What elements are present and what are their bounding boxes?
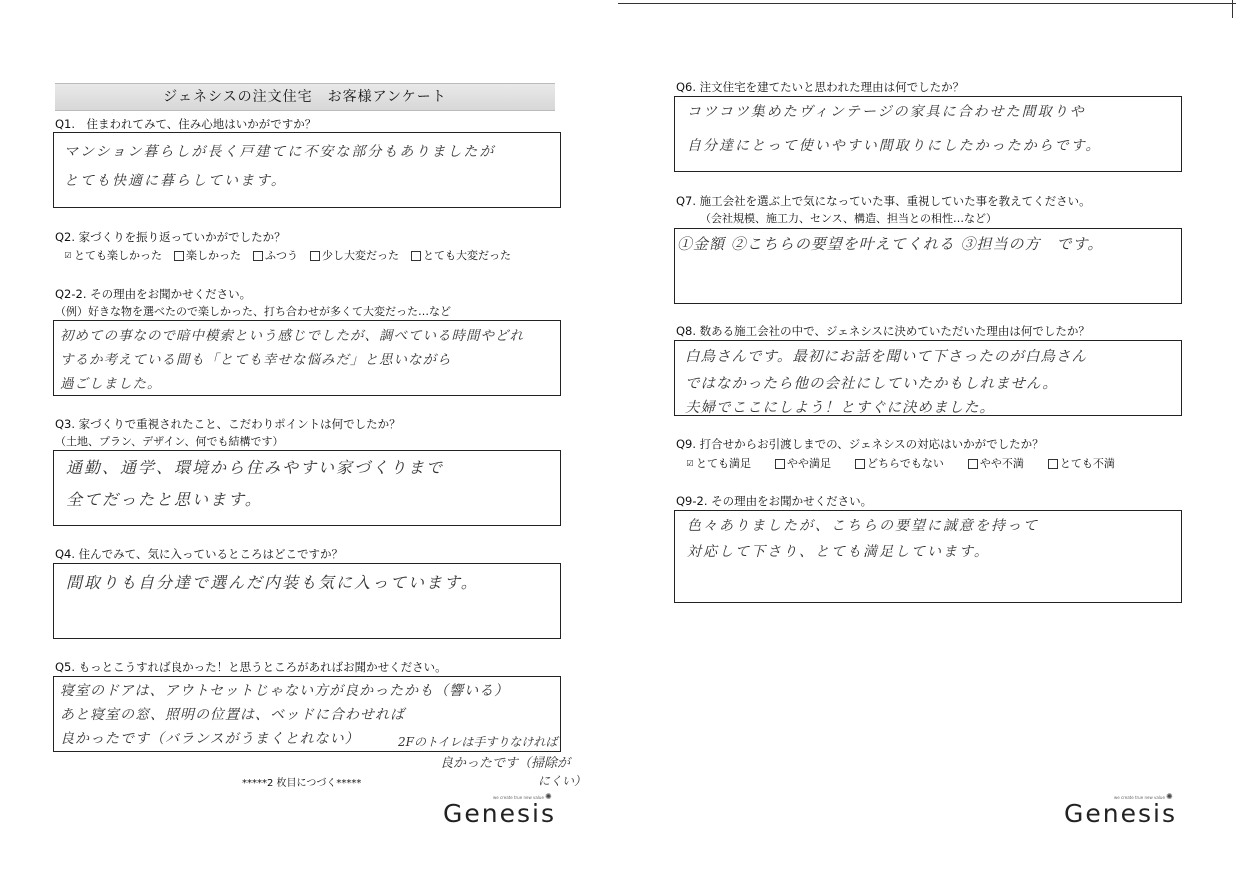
q6-question: Q6. 注文住宅を建てたいと思われた理由は何でしたか？ [676, 80, 965, 94]
q7-hint: （会社規模、施工力、センス、構造、担当との相性…など） [700, 212, 997, 225]
checkbox-checked-icon[interactable]: ☑ [686, 458, 694, 468]
checkbox-icon[interactable] [411, 251, 421, 261]
checkbox-icon[interactable] [968, 459, 978, 469]
q2-question: Q2. 家づくりを振り返っていかがでしたか？ [55, 230, 286, 244]
q7-answer-box [674, 228, 1182, 304]
genesis-logo [1064, 792, 1184, 828]
q9-2-answer-line: 色々ありましたが、こちらの要望に誠意を持って [687, 518, 1039, 534]
checkbox-icon[interactable] [1048, 459, 1058, 469]
q2-2-answer-box [53, 320, 561, 396]
q9-option[interactable] [686, 456, 751, 471]
checkbox-icon[interactable] [855, 459, 865, 469]
q2-2-answer-line: 過ごしました。 [60, 376, 162, 392]
q2-option-label: 楽しかった [186, 249, 241, 262]
q9-option-label: どちらでもない [867, 457, 944, 470]
q5-answer-line: 寝室のドアは、アウトセットじゃない方が良かったかも（響いる） [60, 683, 510, 699]
sun-icon: ✺ [545, 792, 552, 801]
q2-option[interactable] [253, 248, 298, 263]
q9-option[interactable] [775, 456, 831, 471]
continue-note: *****2 枚目につづく***** [242, 778, 362, 789]
q2-options [64, 248, 523, 263]
q9-option-label: とても満足 [696, 457, 751, 470]
q3-hint: （土地、プラン、デザイン、何でも結構です） [55, 435, 284, 448]
q5-overflow-line: 2Fのトイレは手すりなければ [398, 735, 558, 749]
q4-answer-box [53, 563, 561, 639]
q9-2-answer-line: 対応して下さり、とても満足しています。 [687, 544, 990, 560]
checkbox-icon[interactable] [310, 251, 320, 261]
q2-option[interactable] [411, 248, 511, 263]
q7-question: Q7. 施工会社を選ぶ上で気になっていた事、重視していた事を教えてください。 [676, 194, 1091, 208]
q9-option-label: やや不満 [979, 457, 1024, 470]
q4-question: Q4. 住んでみて、気に入っているところはどこですか？ [55, 547, 343, 561]
logo-tagline: we create true new value [1114, 795, 1165, 800]
q1-answer-line: マンション暮らしが長く戸建てに不安な部分もありましたが [64, 144, 496, 160]
q6-answer-line: 自分達にとって使いやすい間取りにしたかったからです。 [687, 138, 1102, 154]
q3-answer-line: 通勤、通学、環境から住みやすい家づくりまで [66, 458, 445, 477]
q2-option-label: とても大変だった [423, 249, 511, 262]
q9-option[interactable] [968, 456, 1024, 471]
checkbox-checked-icon[interactable]: ☑ [64, 250, 72, 260]
logo-text: Genesis [443, 799, 556, 828]
q8-question: Q8. 数ある施工会社の中で、ジェネシスに決めていただいた理由は何でしたか？ [676, 324, 1090, 338]
q2-2-answer-line: するか考えている間も「とても幸せな悩みだ」と思いながら [60, 352, 452, 368]
q5-answer-line: 良かったです（バランスがうまくとれない） [60, 731, 360, 747]
q5-question: Q5. もっとこうすれば良かった！と思うところがあればお聞かせください。 [55, 660, 447, 674]
checkbox-icon[interactable] [174, 251, 184, 261]
q4-answer-line: 間取りも自分達で選んだ内装も気に入っています。 [66, 573, 479, 592]
q3-answer-line: 全てだったと思います。 [66, 490, 263, 509]
sun-icon: ✺ [1166, 792, 1173, 801]
q9-option-label: とても不満 [1059, 457, 1115, 470]
q8-answer-line: 夫婦でここにしよう！とすぐに決めました。 [685, 400, 995, 416]
q2-option[interactable] [310, 248, 399, 263]
q8-answer-line: ではなかったら他の会社にしていたかもしれません。 [685, 376, 1058, 392]
q1-answer-line: とても快適に暮らしています。 [64, 173, 287, 189]
genesis-logo [443, 792, 563, 828]
q5-overflow-line: 良かったです（掃除が [440, 756, 571, 771]
q5-answer-line: あと寝室の窓、照明の位置は、ベッドに合わせれば [60, 707, 405, 723]
scan-edge-line [618, 3, 1236, 4]
q2-2-example: （例）好きな物を選べたので楽しかった、打ち合わせが多くて大変だった…など [55, 305, 451, 318]
q6-answer-line: コツコツ集めたヴィンテージの家具に合わせた間取りや [687, 104, 1086, 120]
q9-option-label: やや満足 [787, 457, 831, 470]
q9-2-answer-box [674, 510, 1182, 603]
q2-2-question: Q2-2. その理由をお聞かせください。 [55, 287, 252, 301]
q8-answer-line: 白鳥さんです。最初にお話を聞いて下さったのが白鳥さん [685, 349, 1087, 365]
q3-question: Q3. 家づくりで重視されたこと、こだわりポイントは何でしたか？ [55, 417, 401, 431]
q8-answer-box [674, 340, 1182, 416]
checkbox-icon[interactable] [775, 459, 785, 469]
q9-options [686, 456, 1115, 471]
q1-answer-box [53, 132, 561, 208]
q9-option[interactable] [855, 456, 944, 471]
q3-answer-box [53, 450, 561, 526]
logo-text: Genesis [1064, 799, 1177, 828]
q2-option[interactable] [64, 248, 162, 263]
q1-question: Q1. 住まわれてみて、住み心地はいかがですか？ [55, 117, 317, 131]
q2-option-label: ふつう [265, 249, 298, 262]
q6-answer-box [674, 96, 1182, 172]
checkbox-icon[interactable] [253, 251, 263, 261]
q9-question: Q9. 打合せからお引渡しまでの、ジェネシスの対応はいかがでしたか？ [676, 437, 1044, 451]
q2-option-label: とても楽しかった [74, 249, 162, 262]
q2-option-label: 少し大変だった [322, 249, 399, 262]
q2-2-answer-line: 初めての事なので暗中模索という感じでしたが、調べている時間やどれ [60, 328, 524, 344]
q5-overflow-line: にくい） [538, 774, 587, 788]
q2-option[interactable] [174, 248, 241, 263]
survey-title: ジェネシスの注文住宅 お客様アンケート [55, 83, 555, 111]
logo-tagline: we create true new value [493, 795, 544, 800]
q7-answer-line: ①金額 ②こちらの要望を叶えてくれる ③担当の方 です。 [677, 235, 1104, 253]
q9-option[interactable] [1048, 456, 1115, 471]
q9-2-question: Q9-2. その理由をお聞かせください。 [676, 494, 873, 508]
scan-edge-line [1232, 0, 1233, 18]
